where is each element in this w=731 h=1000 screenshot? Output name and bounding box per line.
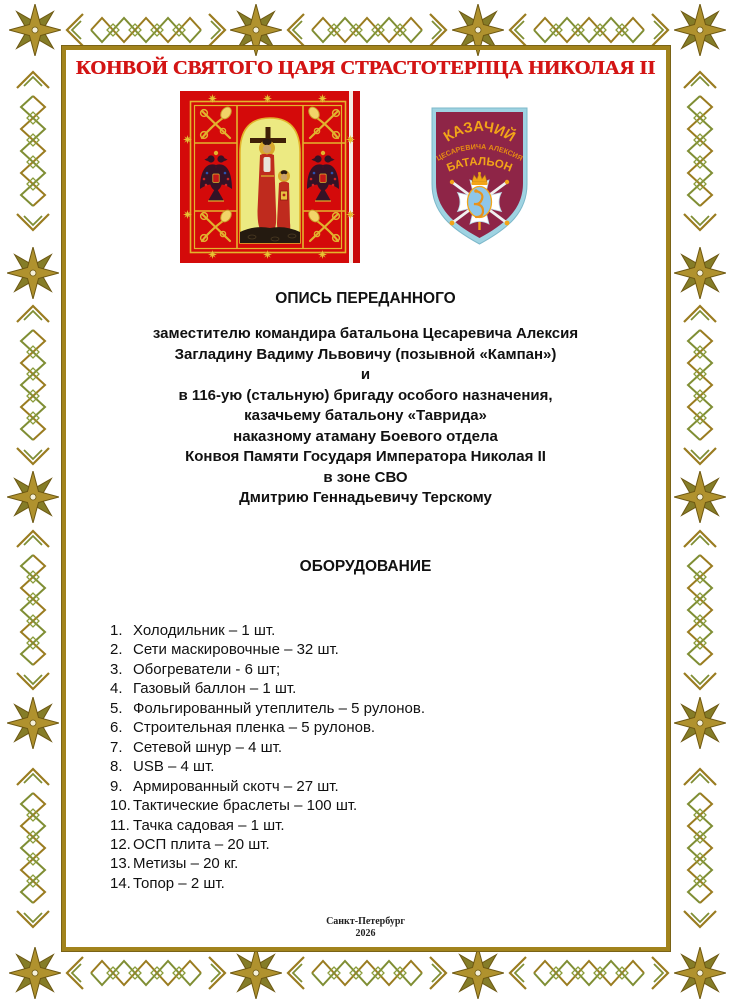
footer-year: 2026: [355, 928, 376, 939]
recipient-line: в 116-ую (стальную) бригаду особого назначения,: [178, 386, 553, 404]
list-item-number: 2.: [110, 641, 123, 659]
equipment-heading: ОБОРУДОВАНИЕ: [299, 558, 432, 575]
list-item: [110, 738, 425, 757]
list-item: [110, 621, 425, 640]
footer: [0, 916, 731, 940]
page-title: КОНВОЙ СВЯТОГО ЦАРЯ СТРАСТОТЕРПЦА НИКОЛАЯ II: [75, 57, 656, 79]
list-item-number: 6.: [110, 719, 123, 737]
list-item-text: ОСП плита – 20 шт.: [133, 835, 270, 853]
list-item-text: Строительная пленка – 5 рулонов.: [133, 719, 376, 737]
list-item-text: Обогреватели - 6 шт;: [133, 660, 281, 678]
battalion-patch: [427, 104, 532, 248]
list-item-number: 11.: [110, 816, 130, 834]
list-item-number: 8.: [110, 758, 123, 776]
list-item-text: Сетевой шнур – 4 шт.: [133, 738, 282, 756]
recipient-line: наказному атаману Боевого отдела: [233, 427, 498, 445]
list-item-text: Фольгированный утеплитель – 5 рулонов.: [133, 699, 426, 717]
list-item-number: 12.: [110, 835, 131, 853]
recipient-line: Дмитрию Геннадьевичу Терскому: [239, 489, 492, 506]
list-item-text: Сети маскировочные – 32 шт.: [133, 641, 339, 659]
list-item-number: 13.: [110, 855, 131, 873]
list-item-text: Тактические браслеты – 100 шт.: [133, 797, 358, 815]
list-item-number: 10.: [110, 797, 131, 815]
list-item-number: 1.: [110, 622, 123, 639]
list-item: [110, 679, 425, 698]
list-item-text: Топор – 2 шт.: [133, 874, 225, 892]
list-item: [110, 874, 425, 893]
inventory-heading: ОПИСЬ ПЕРЕДАННОГО: [275, 290, 456, 307]
list-item-number: 7.: [110, 738, 123, 756]
recipient-line: Конвоя Памяти Государя Императора Николая II: [185, 448, 546, 465]
footer-city: Санкт-Петербург: [326, 916, 405, 927]
recipient-line: Загладину Вадиму Львовичу (позывной «Кампан»): [174, 345, 557, 363]
list-item-number: 5.: [110, 699, 123, 717]
list-item-text: Тачка садовая – 1 шт.: [133, 816, 285, 834]
patch-text-top: КАЗАЧИЙ: [441, 118, 518, 146]
recipient-block: [0, 324, 731, 509]
list-item-number: 4.: [110, 680, 123, 698]
list-item-text: Метизы – 20 кг.: [133, 855, 239, 873]
list-item: [110, 777, 425, 796]
equipment-list: [110, 621, 425, 893]
list-item: [110, 757, 425, 776]
recipient-line: в зоне СВО: [323, 468, 408, 486]
list-item: [110, 718, 425, 737]
list-item-text: Армированный скотч – 27 шт.: [133, 777, 339, 795]
list-item-number: 3.: [110, 660, 123, 678]
list-item-text: Холодильник – 1 шт.: [133, 622, 276, 639]
royal-banner-icon: [180, 91, 360, 263]
list-item-number: 14.: [110, 874, 131, 892]
list-item-number: 9.: [110, 777, 123, 795]
list-item-text: USB – 4 шт.: [133, 758, 215, 776]
list-item-text: Газовый баллон – 1 шт.: [133, 680, 297, 698]
list-item: [110, 640, 425, 659]
list-item: [110, 699, 425, 718]
list-item: [110, 796, 425, 815]
recipient-line: заместителю командира батальона Цесаревича Алексия: [152, 325, 579, 342]
list-item: [110, 660, 425, 679]
recipient-line: и: [360, 366, 371, 383]
list-item: [110, 816, 425, 835]
patch-text-middle: ЦЕСАРЕВИЧА АЛЕКСИЯ: [434, 141, 525, 163]
recipient-line: казачьему батальону «Таврида»: [244, 407, 487, 424]
list-item: [110, 854, 425, 873]
list-item: [110, 835, 425, 854]
patch-text-bottom: БАТАЛЬОН: [445, 155, 514, 175]
tsar-and-tsarevich-figures: [240, 118, 300, 243]
